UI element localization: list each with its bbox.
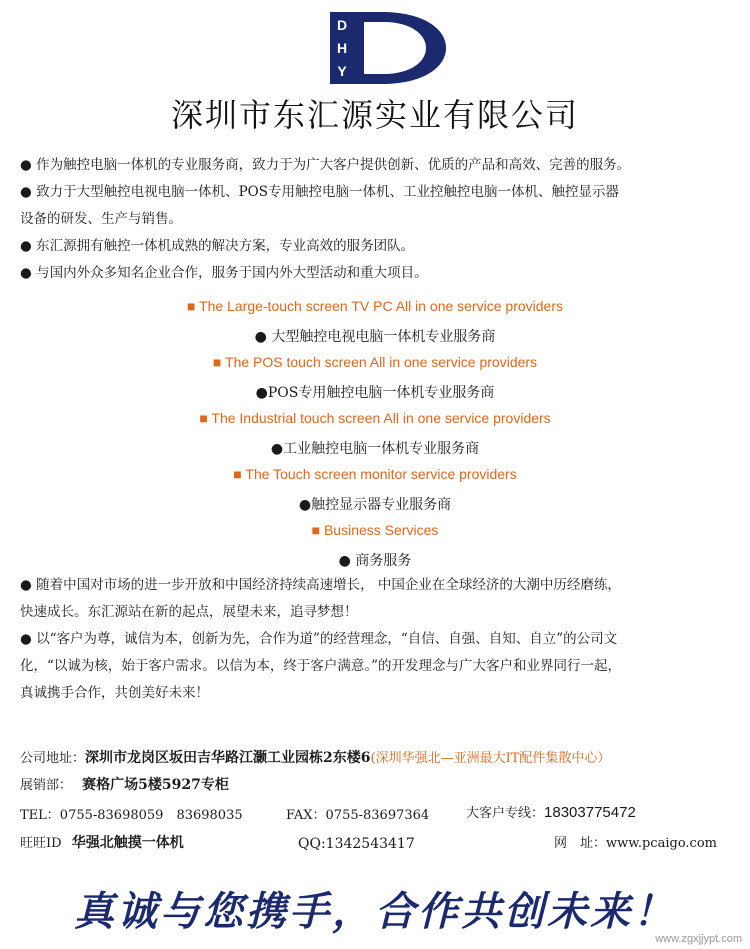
service-en: ■ The POS touch screen All in one service providers bbox=[212, 354, 538, 370]
website-label: 网 址： bbox=[554, 836, 607, 851]
service-cn: ●POS专用触控电脑一体机专业服务商 bbox=[255, 385, 495, 401]
closing-line: ● 随着中国对市场的进一步开放和中国经济持续高速增长， 中国企业在全球经济的大潮中历经磨练， bbox=[20, 577, 621, 593]
tel: TEL：0755-83698059 83698035 bbox=[20, 808, 243, 823]
fax: FAX：0755-83697364 bbox=[286, 808, 430, 823]
logo-letter-d: D bbox=[336, 17, 348, 33]
qq: QQ:1342543417 bbox=[298, 836, 415, 852]
company-logo bbox=[322, 12, 446, 84]
closing-line: 真诚携手合作，共创美好未来！ bbox=[20, 685, 209, 701]
showroom-value: 赛格广场5楼5927专柜 bbox=[82, 777, 229, 793]
closing-line: 化，“以诚为核，始于客户需求。以信为本，终于客户满意。”的开发理念与广大客户和业界同行一起， bbox=[20, 658, 622, 674]
logo-letter-h: H bbox=[336, 40, 348, 56]
closing-block bbox=[20, 572, 732, 707]
closing-line: ● 以“客户为尊，诚信为本，创新为先，合作为道”的经营理念，“自信、自强、自知、自立”的公司文 bbox=[20, 631, 618, 647]
intro-line: ● 致力于大型触控电视电脑一体机、POS专用触控电脑一体机、工业控触控电脑一体机、触控显示器 bbox=[20, 184, 619, 200]
company-title: 深圳市东汇源实业有限公司 bbox=[170, 96, 579, 134]
service-en: ■ Business Services bbox=[311, 522, 439, 538]
service-cn: ●触控显示器专业服务商 bbox=[298, 497, 452, 513]
watermark: www.zgxjjypt.com bbox=[655, 933, 742, 945]
address-row bbox=[20, 747, 610, 767]
showroom-label: 展销部： bbox=[20, 778, 73, 793]
service-cn: ●工业触控电脑一体机专业服务商 bbox=[270, 441, 480, 457]
closing-line: 快速成长。东汇源站在新的起点，展望未来，追寻梦想！ bbox=[20, 604, 358, 620]
hotline-label: 大客户专线： bbox=[466, 806, 545, 821]
address-note: (深圳华强北—亚洲最大IT配件集散中心） bbox=[370, 751, 611, 766]
website-row bbox=[554, 832, 717, 851]
wangwang-label: 旺旺ID bbox=[20, 836, 62, 851]
intro-line: ● 东汇源拥有触控一体机成熟的解决方案，专业高效的服务团队。 bbox=[20, 238, 415, 254]
wangwang-row bbox=[20, 832, 184, 852]
intro-line: ● 作为触控电脑一体机的专业服务商，致力于为广大客户提供创新、优质的产品和高效、完善的服务。 bbox=[20, 157, 631, 173]
address-label: 公司地址： bbox=[20, 751, 86, 766]
showroom-row bbox=[20, 774, 229, 794]
logo-letter-y: Y bbox=[337, 63, 347, 79]
hotline-value: 18303775472 bbox=[544, 804, 636, 821]
service-en: ■ The Touch screen monitor service providers bbox=[233, 466, 517, 482]
intro-line: ● 与国内外众多知名企业合作，服务于国内外大型活动和重大项目。 bbox=[20, 265, 428, 281]
address-value: 深圳市龙岗区坂田吉华路江灏工业园栋2东楼6 bbox=[85, 750, 371, 766]
wangwang-value: 华强北触摸一体机 bbox=[71, 835, 184, 851]
slogan: 真诚与您携手，合作共创未来！ bbox=[74, 889, 676, 935]
service-en: ■ The Large-touch screen TV PC All in one service providers bbox=[186, 298, 563, 314]
hotline-row bbox=[466, 802, 636, 821]
service-cn: ● 大型触控电视电脑一体机专业服务商 bbox=[254, 329, 496, 345]
intro-line: 设备的研发、生产与销售。 bbox=[20, 211, 182, 227]
intro-block bbox=[20, 152, 732, 287]
website-value[interactable]: www.pcaigo.com bbox=[606, 836, 717, 851]
service-en: ■ The Industrial touch screen All in one service providers bbox=[199, 410, 551, 426]
service-cn: ● 商务服务 bbox=[338, 553, 412, 569]
